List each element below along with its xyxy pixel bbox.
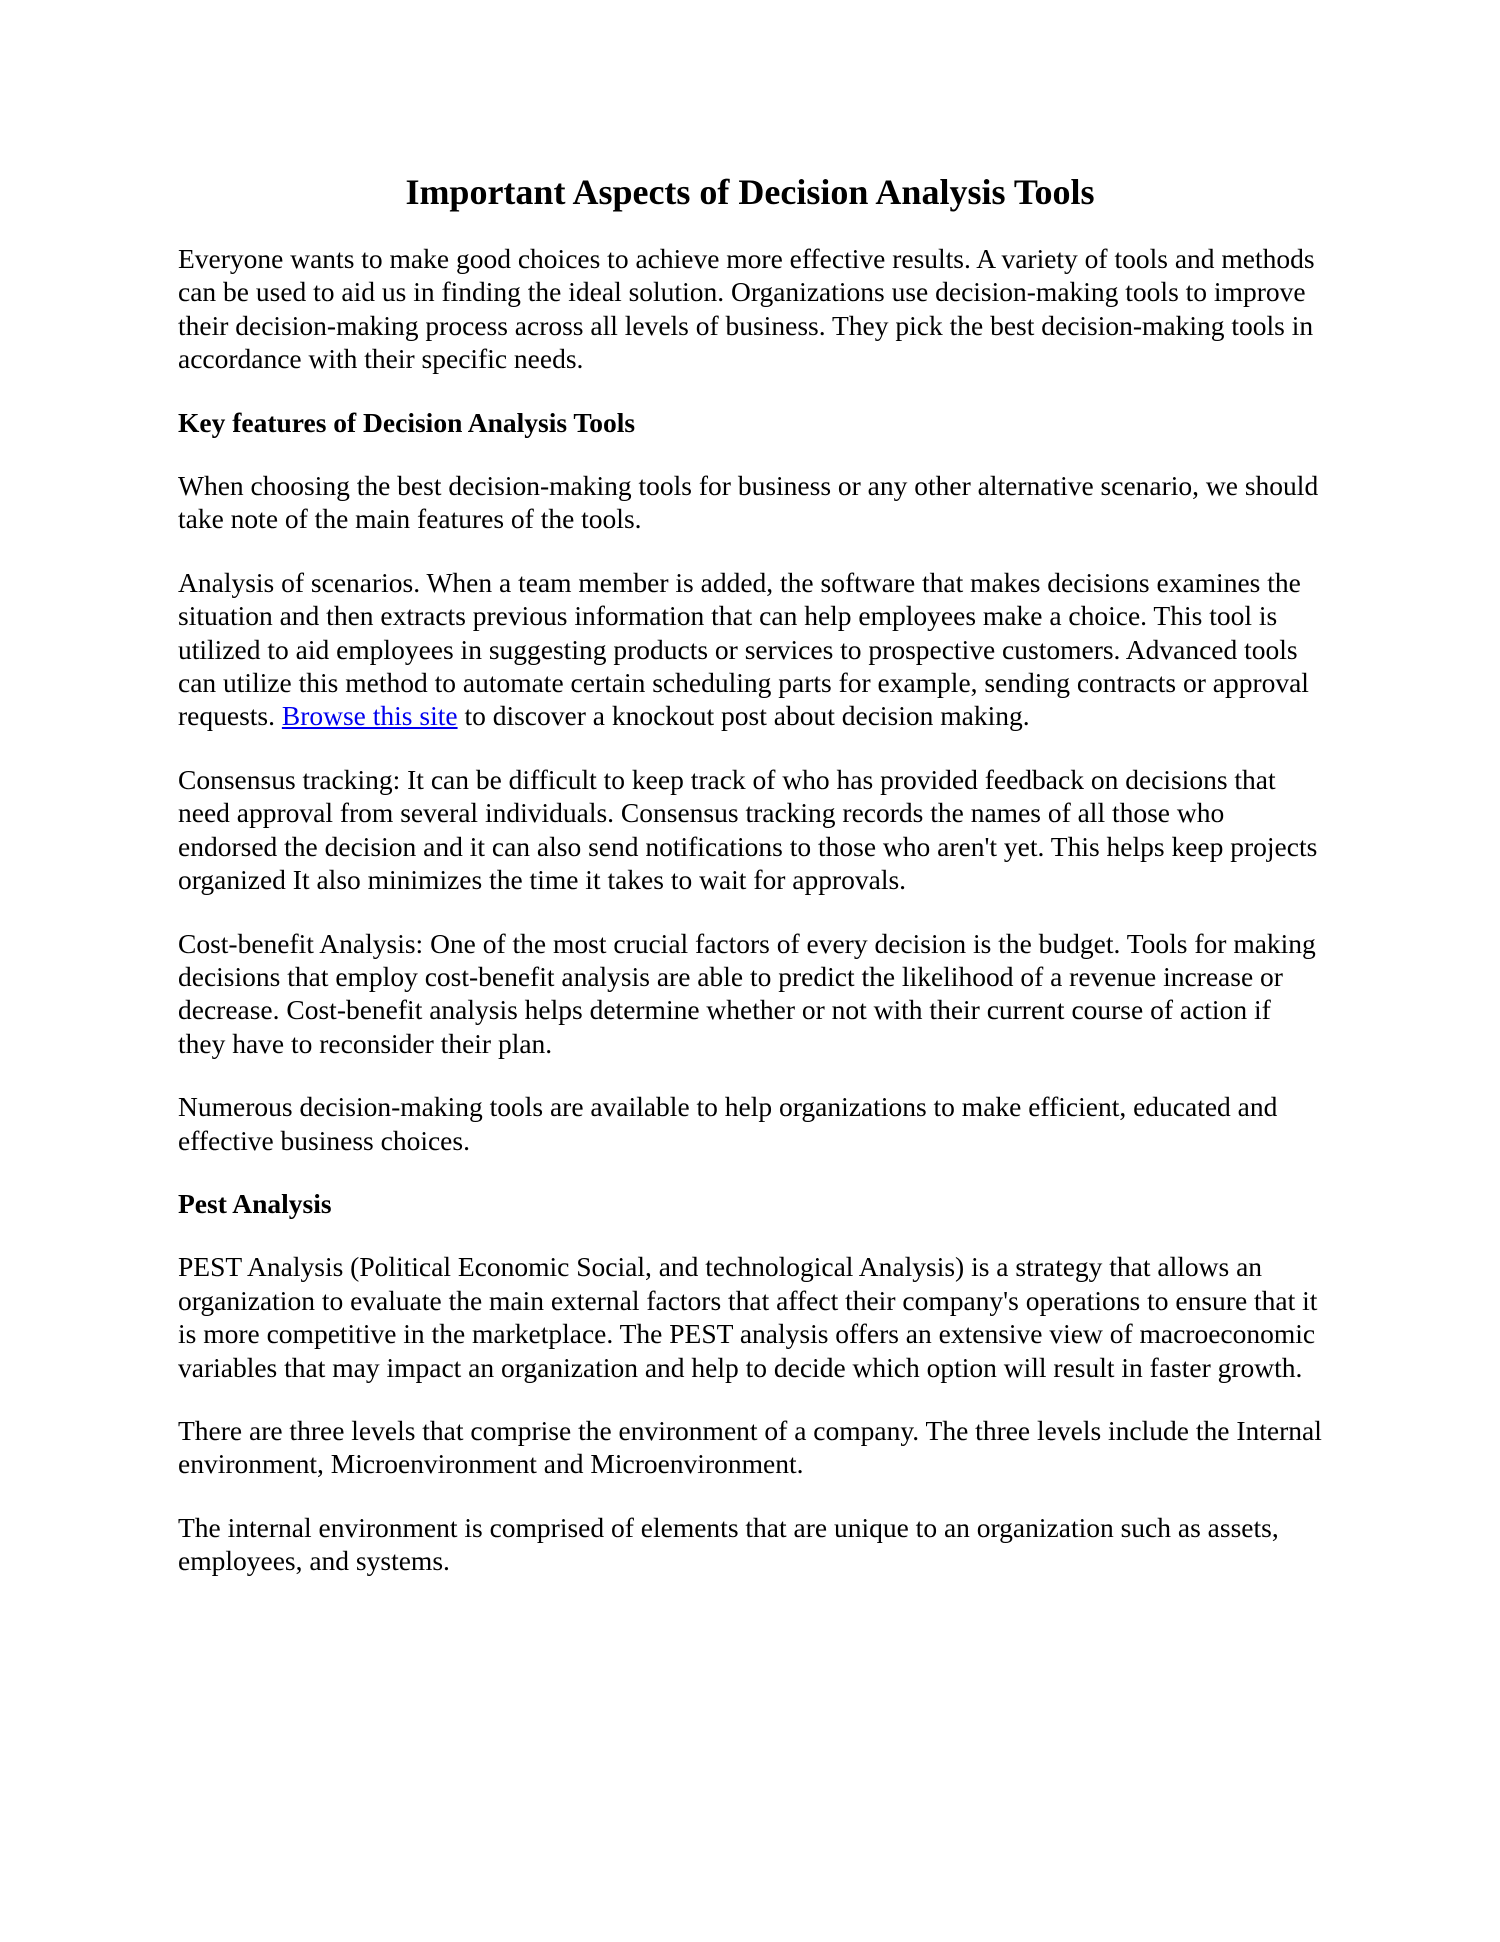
section-heading-key-features: Key features of Decision Analysis Tools <box>178 406 636 438</box>
paragraph-cost-benefit-analysis: Cost-benefit Analysis: One of the most crucial factors of every decision is the budget. Tools for making decisions that employ cost-benefit analysis are able to predict the likelihood of a revenue increase or decrease. Cost-benefit analysis helps determine whether or not with their current course of action if they have to reconsider their plan. <box>178 927 1316 1059</box>
paragraph-numerous-tools: Numerous decision-making tools are available to help organizations to make efficient, educated and effective business choices. <box>178 1091 1278 1156</box>
paragraph-internal-environment: The internal environment is comprised of elements that are unique to an organization such as assets, employees, and systems. <box>178 1511 1279 1577</box>
paragraph-consensus-tracking: Consensus tracking: It can be difficult to keep track of who has provided feedback on decisions that need approval from several individuals. Consensus tracking records the names of all those who endorsed the decision and it can also send notifications to those who aren't yet. This helps keep projects organized It also minimizes the time it takes to wait for approvals. <box>178 763 1318 896</box>
paragraph-three-levels: There are three levels that comprise the environment of a company. The three levels include the Internal environment, Microenvironment and Microenvironment. <box>178 1414 1322 1480</box>
paragraph-text-after-link: to discover a knockout post about decision making. <box>457 700 1030 732</box>
paragraph-intro: Everyone wants to make good choices to achieve more effective results. A variety of tools and methods can be used to aid us in finding the ideal solution. Organizations use decision-making tools to improve their decision-making process across all levels of business. They pick the best decision-making tools in accordance with their specific needs. <box>178 243 1315 375</box>
paragraph-analysis-of-scenarios <box>178 566 1322 733</box>
paragraph-when-choosing: When choosing the best decision-making tools for business or any other alternative scenario, we should take note of the main features of the tools. <box>178 470 1319 535</box>
section-heading-pest-analysis: Pest Analysis <box>178 1187 332 1219</box>
browse-this-site-link[interactable]: Browse this site <box>281 700 458 732</box>
document-title: Important Aspects of Decision Analysis Tools <box>405 172 1095 212</box>
paragraph-text-before-link: Analysis of scenarios. When a team member is added, the software that makes decisions examines the situation and then extracts previous information that can help employees make a choice. This tool is utilized to aid employees in suggesting products or services to prospective customers. Advanced tools can utilize this method to automate certain scheduling parts for example, sending contracts or approval requests. <box>178 566 1309 732</box>
paragraph-pest-description: PEST Analysis (Political Economic Social, and technological Analysis) is a strategy that allows an organization to evaluate the main external factors that affect their company's operations to ensure that it is more competitive in the marketplace. The PEST analysis offers an extensive view of macroeconomic variables that may impact an organization and help to decide which option will result in faster growth. <box>178 1251 1318 1383</box>
